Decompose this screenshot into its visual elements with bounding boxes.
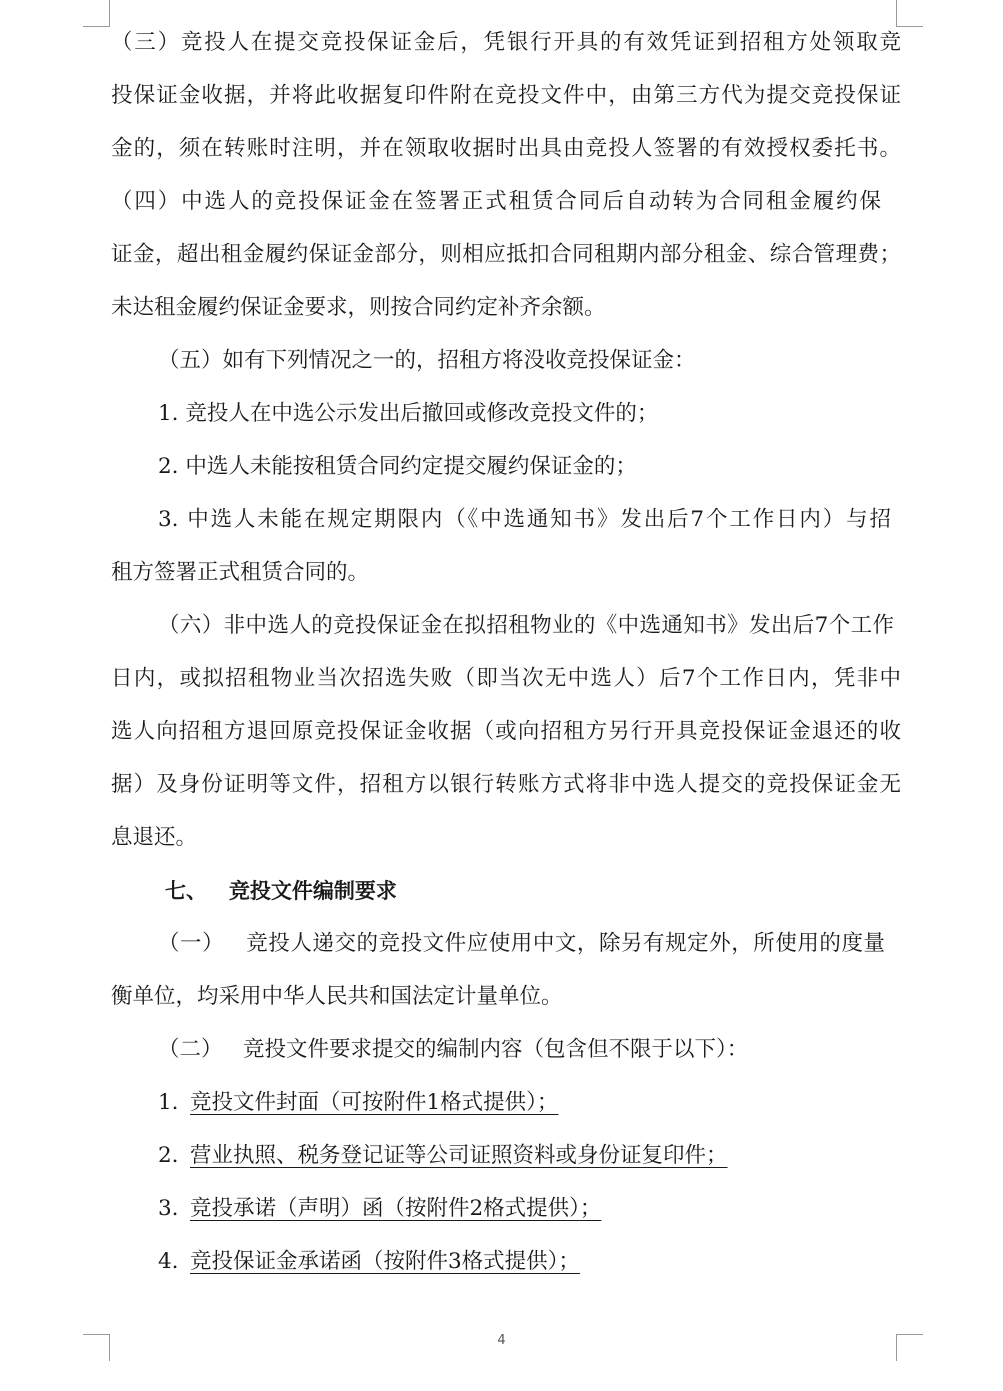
section-item-2: （二） 竞投文件要求提交的编制内容（包含但不限于以下）：	[158, 1037, 749, 1062]
section-heading: 七、 竞投文件编制要求	[165, 879, 397, 903]
content-item-1-number: 1.	[158, 1090, 179, 1115]
paragraph-3-line-3: 金的，须在转账时注明，并在领取收据时出具由竞投人签署的有效授权委托书。	[111, 136, 901, 161]
content-item-4-number: 4.	[158, 1249, 179, 1274]
paragraph-6-line-5: 息退还。	[111, 825, 198, 850]
content-item-2-number: 2.	[158, 1143, 179, 1168]
paragraph-3-line-1: （三）竞投人在提交竞投保证金后，凭银行开具的有效凭证到招租方处领取竞	[111, 30, 901, 55]
paragraph-4-line-2: 证金，超出租金履约保证金部分，则相应抵扣合同租期内部分租金、综合管理费；	[111, 242, 901, 267]
section-item-1-line-2: 衡单位，均采用中华人民共和国法定计量单位。	[111, 984, 563, 1009]
paragraph-6-line-1: （六）非中选人的竞投保证金在拟招租物业的《中选通知书》发出后7个工作	[158, 613, 894, 638]
content-item-4-text: 竞投保证金承诺函（按附件3格式提供）；	[190, 1249, 580, 1274]
crop-mark-top-left	[83, 0, 110, 27]
content-item-2-text: 营业执照、税务登记证等公司证照资料或身份证复印件；	[190, 1143, 728, 1168]
list-item-forfeit-2: 2. 中选人未能按租赁合同约定提交履约保证金的；	[158, 454, 637, 479]
content-item-3-text: 竞投承诺（声明）函（按附件2格式提供）；	[190, 1196, 602, 1221]
page-number: 4	[497, 1333, 506, 1348]
content-item-3-number: 3.	[158, 1196, 179, 1221]
list-item-forfeit-1: 1. 竞投人在中选公示发出后撤回或修改竞投文件的；	[158, 401, 659, 426]
list-item-forfeit-3-line-2: 租方签署正式租赁合同的。	[111, 560, 370, 585]
section-item-1-line-1: （一） 竞投人递交的竞投文件应使用中文，除另有规定外，所使用的度量	[158, 931, 885, 956]
list-item-forfeit-3-line-1: 3. 中选人未能在规定期限内（《中选通知书》发出后7个工作日内）与招	[158, 507, 891, 532]
paragraph-4-line-1: （四）中选人的竞投保证金在签署正式租赁合同后自动转为合同租金履约保	[111, 189, 881, 214]
paragraph-6-line-3: 选人向招租方退回原竞投保证金收据（或向招租方另行开具竞投保证金退还的收	[111, 719, 901, 744]
content-item-1-text: 竞投文件封面（可按附件1格式提供）；	[190, 1090, 559, 1115]
crop-mark-top-right	[896, 0, 923, 27]
paragraph-6-line-2: 日内，或拟招租物业当次招选失败（即当次无中选人）后7个工作日内，凭非中	[111, 666, 901, 691]
paragraph-5-heading: （五）如有下列情况之一的，招租方将没收竞投保证金：	[158, 348, 696, 373]
paragraph-4-line-3: 未达租金履约保证金要求，则按合同约定补齐余额。	[111, 295, 606, 320]
paragraph-3-line-2: 投保证金收据，并将此收据复印件附在竞投文件中，由第三方代为提交竞投保证	[111, 83, 901, 108]
paragraph-6-line-4: 据）及身份证明等文件，招租方以银行转账方式将非中选人提交的竞投保证金无	[111, 772, 901, 797]
